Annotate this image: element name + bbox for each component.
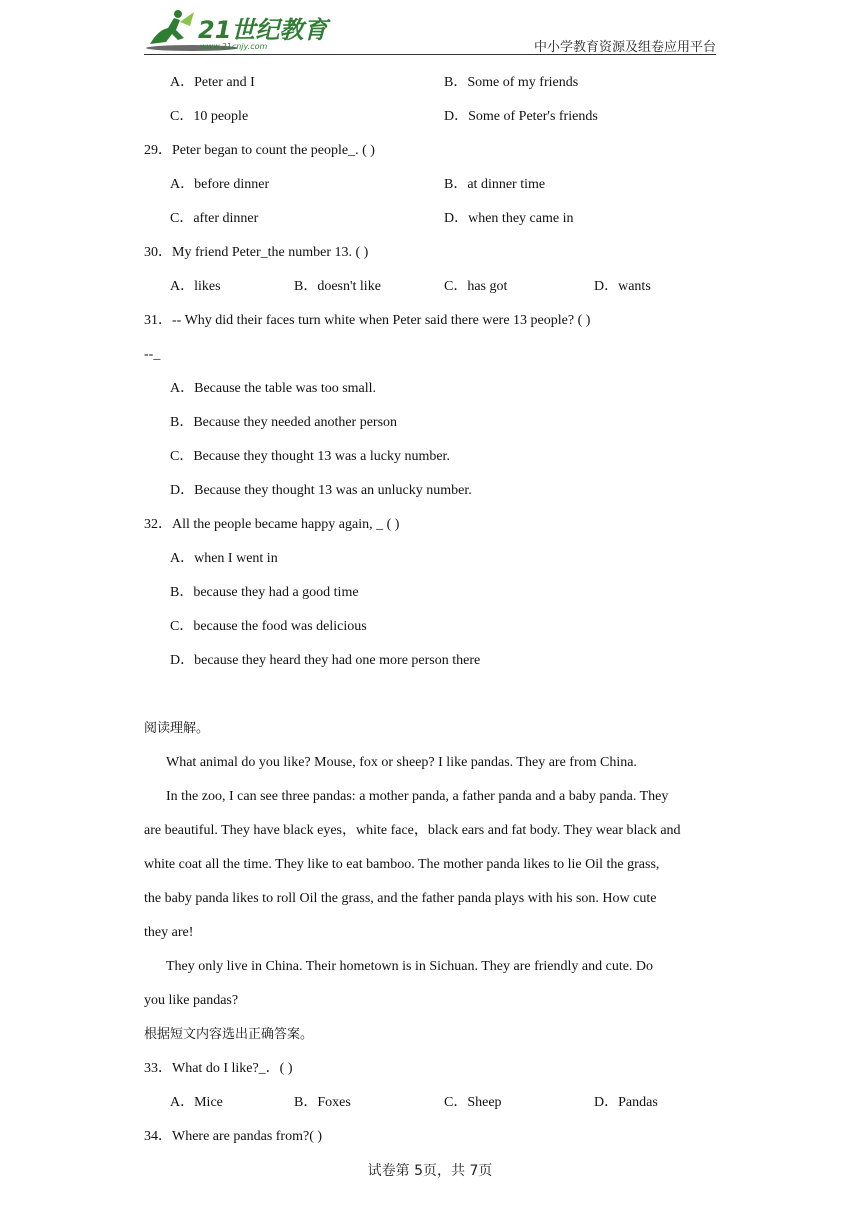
question-text: 33．What do I like?_．( ) [144, 1061, 293, 1076]
passage-line: are beautiful. They have black eyes，white face，black ears and fat body. They wear black and [144, 823, 681, 838]
option-row [144, 202, 724, 236]
section-instruction: 根据短文内容选出正确答案。 [144, 1027, 314, 1042]
logo [144, 8, 328, 54]
option-item: A．Because the table was too small. [170, 381, 377, 396]
option-item: B．Some of my friends [444, 75, 579, 90]
page-header [144, 8, 716, 56]
question-text: --_ [144, 347, 161, 362]
option-item: A．when I went in [170, 551, 278, 566]
question-text: 30．My friend Peter_the number 13. ( ) [144, 245, 369, 260]
option-row [144, 270, 724, 304]
passage-line: they are! [144, 925, 194, 940]
option-item: A．Peter and I [170, 75, 255, 90]
option-item: D．when they came in [444, 211, 574, 226]
option-item: D．Pandas [594, 1095, 658, 1110]
option-item: D．Because they thought 13 was an unlucky number. [170, 483, 472, 498]
passage-line: white coat all the time. They like to eat bamboo. The mother panda likes to lie Oil the grass, [144, 857, 660, 872]
option-item: B．at dinner time [444, 177, 546, 192]
header-divider [144, 54, 716, 55]
option-item: C．because the food was delicious [170, 619, 367, 634]
option-item: B．because they had a good time [170, 585, 359, 600]
option-row [144, 168, 724, 202]
option-item: D．Some of Peter's friends [444, 109, 598, 124]
option-item: A．Mice [170, 1095, 223, 1110]
option-item: D．wants [594, 279, 651, 294]
question-text: 31．-- Why did their faces turn white when Peter said there were 13 people? ( ) [144, 313, 591, 328]
option-item: A．before dinner [170, 177, 270, 192]
option-row [144, 66, 724, 100]
logo-text: 21世纪教育 [198, 16, 328, 44]
passage-line: you like pandas? [144, 993, 239, 1008]
option-item: D．because they heard they had one more person there [170, 653, 481, 668]
passage-line: In the zoo, I can see three pandas: a mother panda, a father panda and a baby panda. They [166, 789, 669, 804]
page-footer: 试卷第 5页，共 7页 [367, 1163, 493, 1179]
option-item: C．has got [444, 279, 508, 294]
spacer [144, 678, 724, 712]
question-text: 34．Where are pandas from?( ) [144, 1129, 323, 1144]
option-item: B．Foxes [294, 1095, 351, 1110]
option-item: C．Because they thought 13 was a lucky number. [170, 449, 450, 464]
question-text: 32．All the people became happy again, _ ( ) [144, 517, 400, 532]
option-item: C．10 people [170, 109, 249, 124]
logo-url: www.21cnjy.com [200, 42, 268, 51]
option-row [144, 100, 724, 134]
passage-line: the baby panda likes to roll Oil the grass, and the father panda plays with his son. How cute [144, 891, 657, 906]
question-text: 29．Peter began to count the people_. ( ) [144, 143, 375, 158]
option-item: A．likes [170, 279, 221, 294]
passage-line: What animal do you like? Mouse, fox or sheep? I like pandas. They are from China. [166, 755, 637, 770]
option-item: C．Sheep [444, 1095, 502, 1110]
header-title: 中小学教育资源及组卷应用平台 [533, 40, 716, 55]
section-instruction: 阅读理解。 [144, 721, 210, 736]
passage-line: They only live in China. Their hometown is in Sichuan. They are friendly and cute. Do [166, 959, 654, 974]
option-row [144, 1086, 724, 1120]
option-item: B．doesn't like [294, 279, 381, 294]
option-item: C．after dinner [170, 211, 259, 226]
exam-content [144, 66, 724, 1154]
option-item: B．Because they needed another person [170, 415, 398, 430]
